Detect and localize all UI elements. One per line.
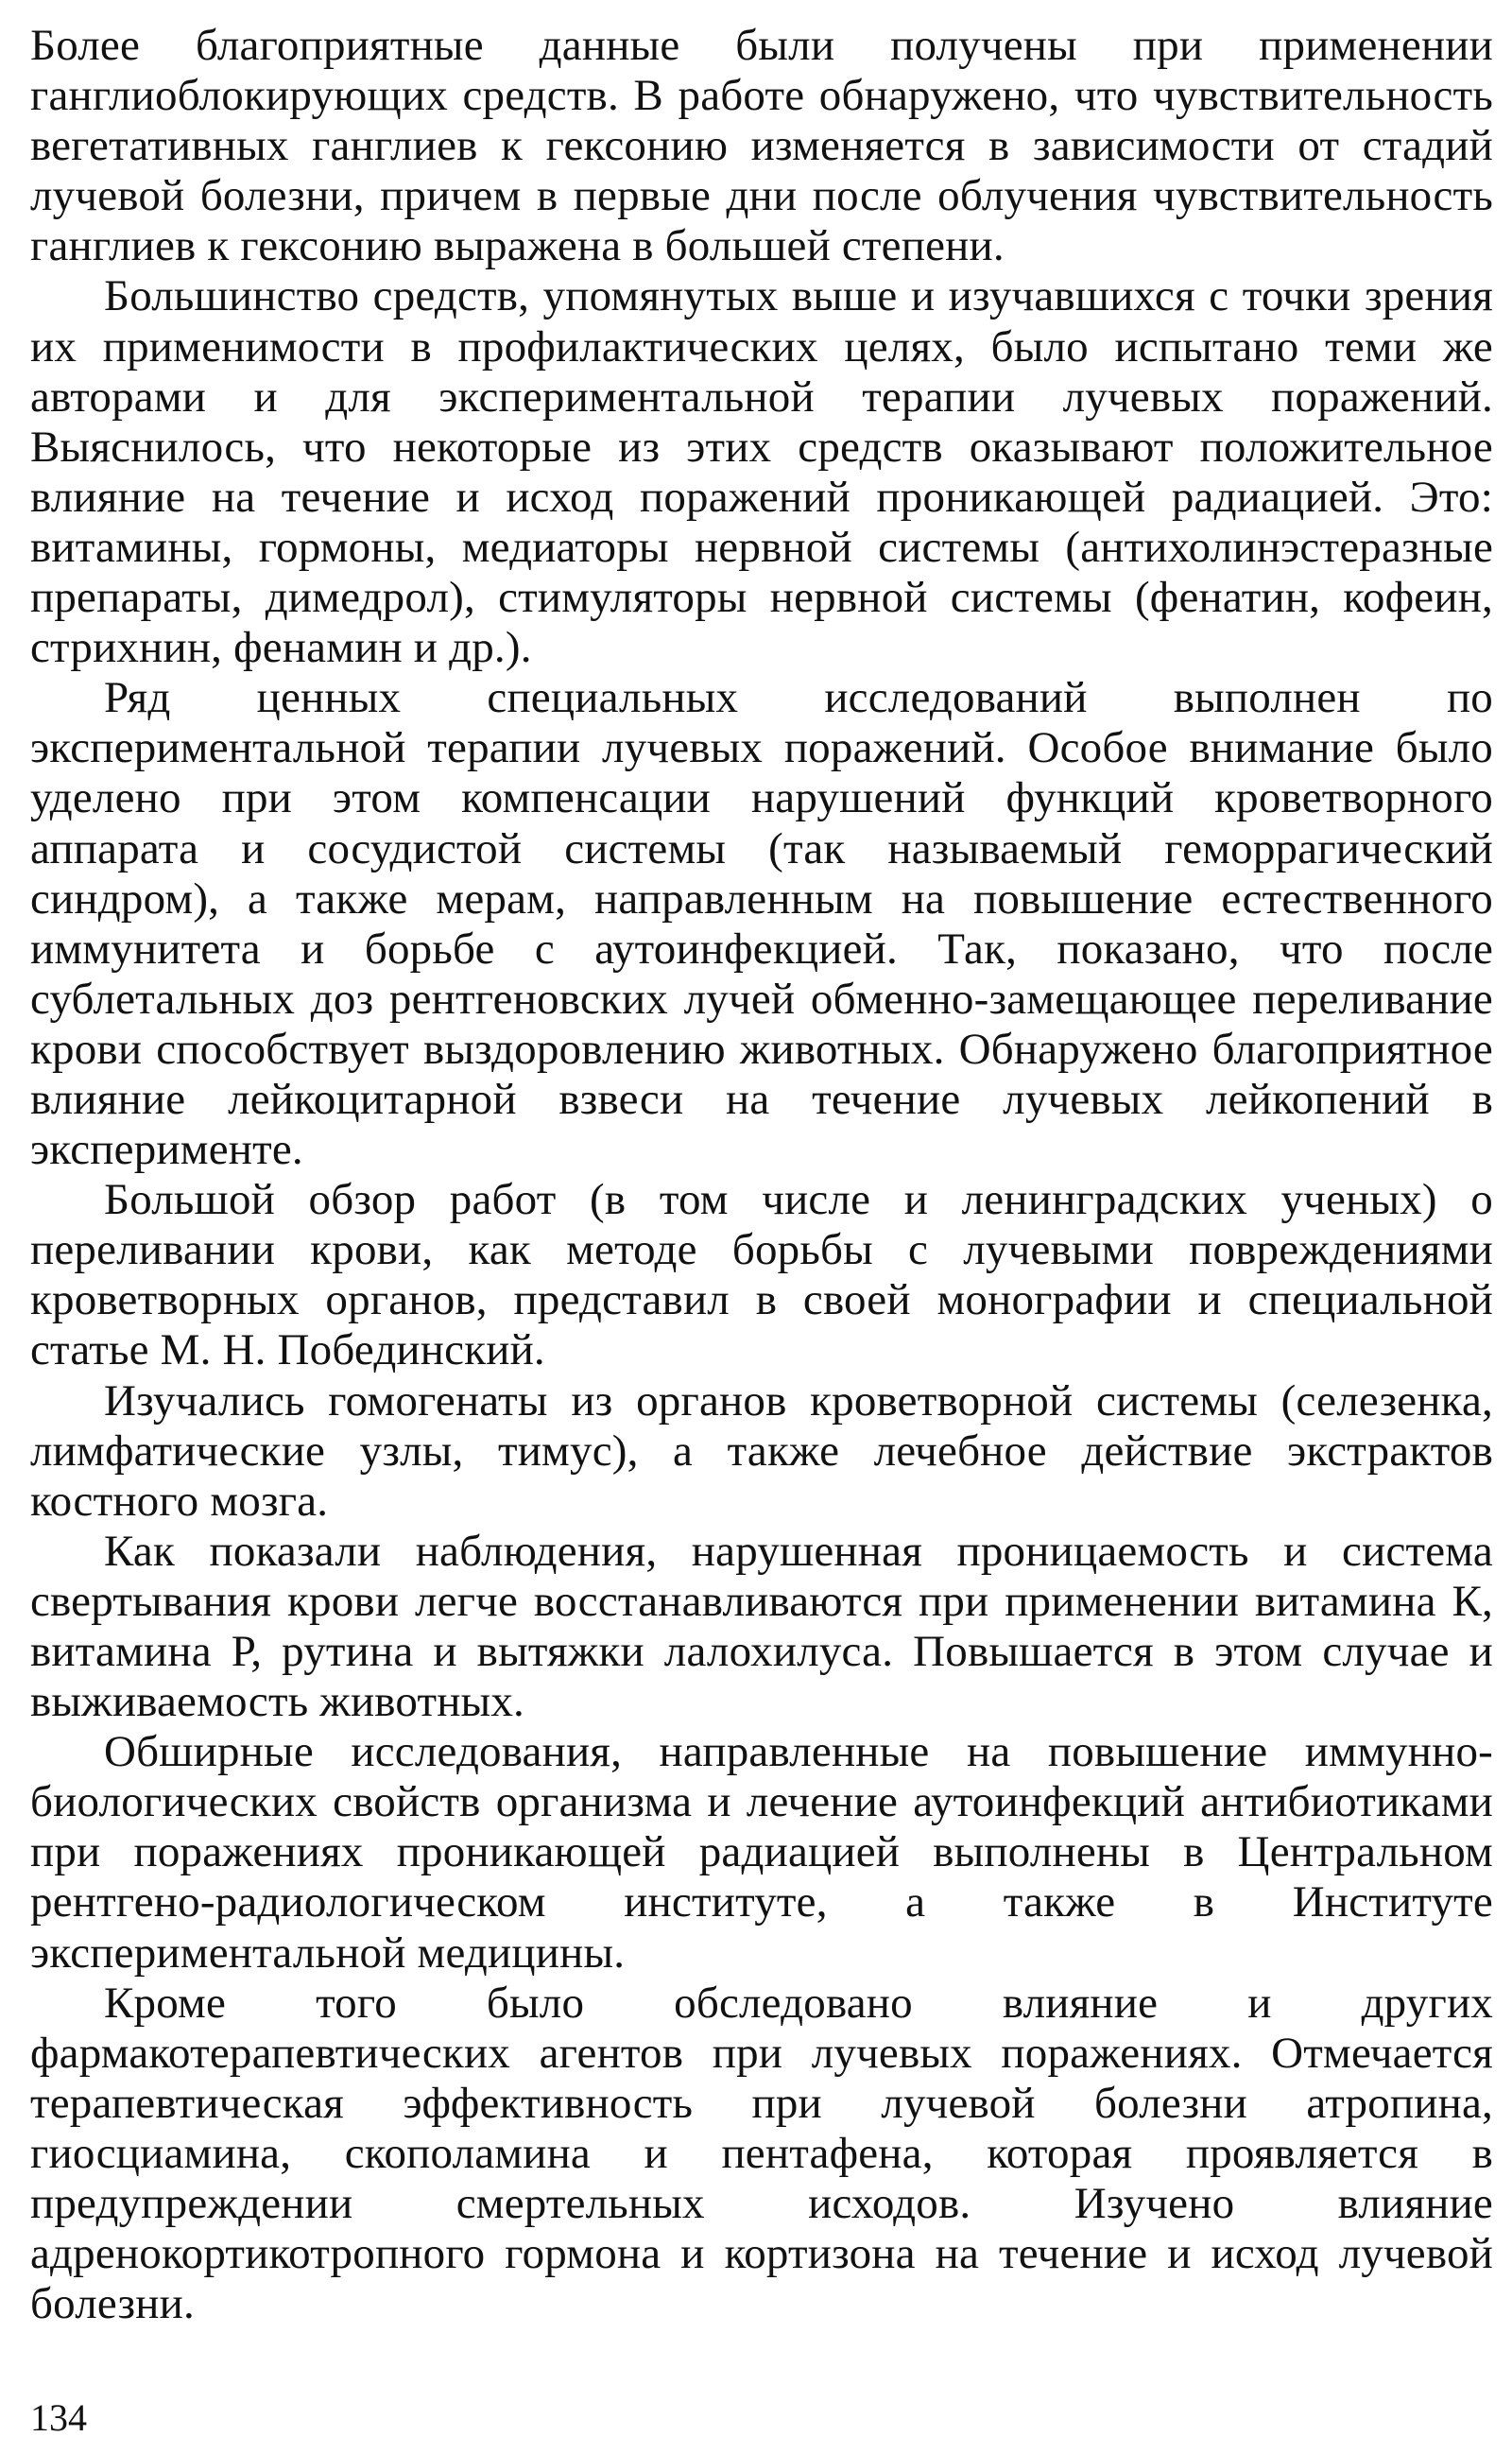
page-body — [30, 21, 1493, 2329]
paragraph-blood-transfusion-review: Большой обзор работ (в том числе и ленинградских ученых) о переливании крови, как методе борьбы с лучевыми повреждениями кроветворных органов, представил в своей монографии и специальной статье М. Н. Побединский. — [30, 1175, 1493, 1375]
paragraph-homogenates: Изучались гомогенаты из органов кроветворной системы (селезенка, лимфатические узлы, тимус), а также лечебное действие экстрактов костного мозга. — [30, 1375, 1493, 1526]
paragraph-therapy-means: Большинство средств, упомянутых выше и изучавшихся с точки зрения их применимости в профилактических целях, было испытано теми же авторами и для экспериментальной терапии лучевых поражений. Выяснилось, что некоторые из этих средств оказывают положительное влияние на течение и исход поражений проникающей радиацией. Это: витамины, гормоны, медиаторы нервной системы (антихолинэстеразные препараты, димедрол), стимуляторы нервной системы (фенатин, кофеин, стрихнин, фенамин и др.). — [30, 271, 1493, 673]
paragraph-vitamins: Как показали наблюдения, нарушенная проницаемость и система свертывания крови легче восстанавливаются при применении витамина К, витамина Р, рутина и вытяжки лалохилуса. Повышается в этом случае и выживаемость животных. — [30, 1526, 1493, 1727]
paragraph-special-studies: Ряд ценных специальных исследований выполнен по экспериментальной терапии лучевых поражений. Особое внимание было уделено при этом компенсации нарушений функций кроветворного аппарата и сосудистой системы (так называемый геморрагический синдром), а также мерам, направленным на повышение естественного иммунитета и борьбе с аутоинфекцией. Так, показано, что после сублетальных доз рентгеновских лучей обменно-замещающее переливание крови способствует выздоровлению животных. Обнаружено благоприятное влияние лейкоцитарной взвеси на течение лучевых лейкопений в эксперименте. — [30, 673, 1493, 1175]
paragraph-pharmacotherapy: Кроме того было обследовано влияние и других фармакотерапевтических агентов при лучевых поражениях. Отмечается терапевтическая эффективность при лучевой болезни атропина, гиосциамина, скополамина и пентафена, которая проявляется в предупреждении смертельных исходов. Изучено влияние адренокортикотропного гормона и кортизона на течение и исход лучевой болезни. — [30, 1978, 1493, 2329]
paragraph-antibiotics: Обширные исследования, направленные на повышение иммунно-биологических свойств организма и лечение аутоинфекций антибиотиками при поражениях проникающей радиацией выполнены в Центральном рентгено-радиологическом институте, а также в Институте экспериментальной медицины. — [30, 1727, 1493, 1978]
paragraph-ganglioblockers: Более благоприятные данные были получены при применении ганглиоблокирующих средств. В работе обнаружено, что чувствительность вегетативных ганглиев к гексонию изменяется в зависимости от стадий лучевой болезни, причем в первые дни после облучения чувствительность ганглиев к гексонию выражена в большей степени. — [30, 21, 1493, 271]
page-number: 134 — [30, 2396, 87, 2439]
